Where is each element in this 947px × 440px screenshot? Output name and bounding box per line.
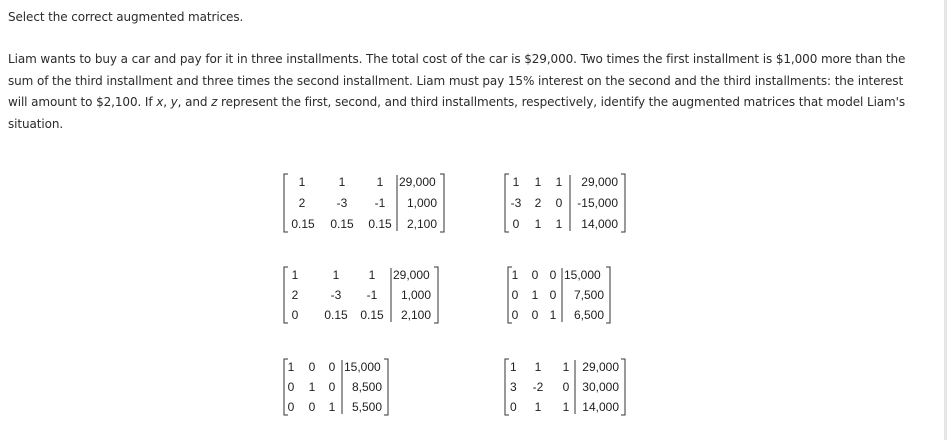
matrix-cell: 0 (328, 380, 336, 394)
matrix-cell: 1 (531, 288, 539, 302)
variable-y: y (170, 95, 178, 109)
matrix-cell: 1 (287, 360, 295, 374)
variable-x: x (156, 95, 164, 109)
matrix-cell: 0 (308, 400, 316, 414)
matrix-cell: 1 (555, 217, 563, 231)
matrix-cell: 0 (287, 380, 295, 394)
matrix-option-d[interactable] (506, 265, 612, 325)
matrix-cell: 5,500 (351, 400, 382, 414)
matrix-cell: -15,000 (577, 196, 618, 210)
matrix-cell: 6,500 (573, 308, 604, 322)
matrix-cell: 15,000 (564, 268, 601, 282)
matrix-cell: 2 (291, 288, 299, 302)
matrix-cell: 0.15 (324, 308, 348, 322)
matrix-cell: 0.15 (360, 308, 384, 322)
matrix-cell: 1 (510, 360, 517, 374)
matrix-cell: 0.15 (291, 217, 315, 231)
matrix-cell: 29,000 (393, 268, 430, 282)
matrix-cell: -3 (510, 196, 522, 210)
matrix-cell: 1 (534, 175, 542, 189)
matrix-cell: 0.15 (330, 217, 354, 231)
matrix-cell: 2,100 (400, 308, 431, 322)
problem-separator-2: , and (177, 95, 212, 109)
matrix-cell: 1 (512, 175, 520, 189)
matrix-cell: -1 (374, 196, 386, 210)
matrix-option-f[interactable] (503, 357, 627, 417)
matrix-cell: 2 (534, 196, 542, 210)
matrix-cell: 1 (328, 400, 336, 414)
matrix-cell: 0.15 (368, 217, 392, 231)
matrix-cell: 0 (510, 400, 517, 414)
matrix-cell: 0 (555, 196, 563, 210)
matrix-cell: 1 (534, 360, 542, 374)
matrix-cell: 1 (534, 217, 542, 231)
matrix-cell: 2 (298, 196, 306, 210)
matrix-cell: 0 (549, 288, 557, 302)
matrix-cell: 14,000 (581, 217, 618, 231)
matrix-cell: 1,000 (400, 288, 431, 302)
matrix-cell: -1 (366, 288, 378, 302)
matrix-cell: 0 (287, 400, 295, 414)
matrix-cell: 1 (562, 400, 570, 414)
problem-statement (8, 49, 920, 135)
matrix-cell: 0 (291, 308, 299, 322)
matrix-cell: 0 (511, 308, 519, 322)
matrix-cell: 7,500 (573, 288, 604, 302)
matrix-cell: 0 (562, 380, 570, 394)
matrix-cell: 1 (562, 360, 570, 374)
problem-text-part-1: Liam wants to buy a car and pay for it in three installments. The total cost of the car is $29,000. Two times the first installment is $1,000 more than the sum of the third installment and three times the second installment. Liam must pay 15% interest on the second and the third installments: the interest will amount to $2,100. If (8, 52, 906, 109)
matrix-cell: 1 (511, 268, 519, 282)
matrix-cell: 30,000 (582, 380, 619, 394)
matrix-cell: 0 (328, 360, 336, 374)
matrix-cell: 1 (338, 175, 346, 189)
instruction-text: Select the correct augmented matrices. (8, 10, 244, 24)
matrix-cell: 1 (298, 175, 306, 189)
matrix-cell: 0 (308, 360, 316, 374)
matrix-cell: 1 (549, 308, 557, 322)
problem-text-part-2: represent the first, second, and third installments, respectively, identify the augmented matrices that model Liam's situation. (8, 95, 905, 131)
matrix-cell: 1 (291, 268, 299, 282)
matrix-cell: 29,000 (581, 175, 618, 189)
matrix-cell: 2,100 (406, 217, 437, 231)
variable-z: z (211, 95, 218, 109)
matrix-option-e[interactable] (282, 357, 390, 417)
matrix-cell: -3 (330, 288, 342, 302)
matrix-cell: 29,000 (582, 360, 619, 374)
matrix-option-a[interactable] (282, 172, 446, 234)
matrix-cell: 3 (510, 380, 517, 394)
matrix-cell: 1 (308, 380, 316, 394)
matrix-cell: 0 (549, 268, 557, 282)
matrix-option-b[interactable] (503, 172, 627, 234)
matrix-cell: 1 (376, 175, 384, 189)
matrix-cell: 1 (332, 268, 340, 282)
matrix-cell: 14,000 (582, 400, 619, 414)
matrix-cell: -3 (336, 196, 348, 210)
matrix-cell: 1 (555, 175, 563, 189)
matrix-cell: 29,000 (399, 175, 436, 189)
matrix-cell: 0 (512, 217, 520, 231)
matrix-cell: 1 (368, 268, 376, 282)
matrix-cell: 0 (531, 308, 539, 322)
matrix-cell: 1,000 (406, 196, 437, 210)
matrix-cell: 15,000 (344, 360, 381, 374)
matrix-cell: -2 (532, 380, 544, 394)
matrix-cell: 1 (534, 400, 542, 414)
matrix-cell: 0 (531, 268, 539, 282)
problem-separator-1: , (163, 95, 171, 109)
matrix-cell: 8,500 (351, 380, 382, 394)
matrix-option-c[interactable] (282, 265, 440, 325)
matrix-cell: 0 (511, 288, 519, 302)
